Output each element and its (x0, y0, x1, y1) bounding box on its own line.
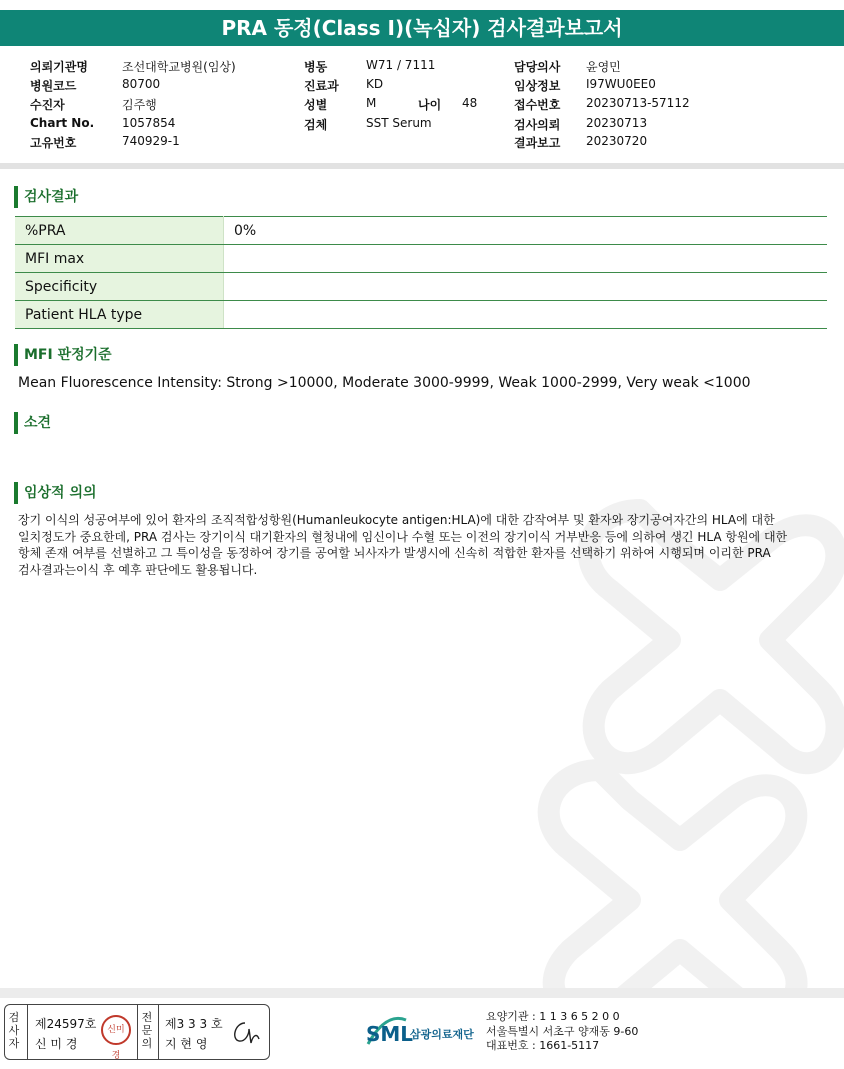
signature-icon (227, 1017, 263, 1047)
request-date-label: 검사의뢰 (514, 118, 561, 132)
tester-name: 신 미 경 (35, 1037, 78, 1051)
unique-no-label: 고유번호 (30, 136, 77, 150)
chart-no-value: 1057854 (122, 116, 176, 130)
tester-license: 제24597호 (35, 1017, 97, 1031)
hospital-code-label: 병원코드 (30, 79, 77, 93)
table-row (15, 273, 827, 301)
result-value (224, 273, 828, 301)
ward-value: W71 / 7111 (366, 58, 436, 72)
clinical-line: 검사결과는이식 후 예후 판단에도 활용됩니다. (18, 562, 258, 577)
department-label: 진료과 (304, 79, 339, 93)
table-row (15, 217, 827, 245)
signature-box (4, 1004, 270, 1060)
clinical-info-value: I97WU0EE0 (586, 77, 656, 91)
divider (158, 1005, 159, 1059)
institution-label: 의뢰기관명 (30, 60, 88, 74)
ward-label: 병동 (304, 60, 328, 74)
org-info (486, 1010, 638, 1054)
report-date-value: 20230720 (586, 134, 648, 148)
tester-seal-icon: 신미경 (101, 1015, 131, 1045)
department-value: KD (366, 77, 384, 91)
results-section-title: 검사결과 (14, 186, 78, 208)
clinical-line: 일치정도가 중요한데, PRA 검사는 장기이식 대기환자의 혈청내에 임신이나 수혈 또는 이전의 장기이식 거부반응 등에 의하여 생긴 HLA 항원에 대한 (18, 529, 788, 544)
tester-label: 검사자 (8, 1011, 20, 1050)
mfi-section-title: MFI 판정기준 (14, 344, 112, 366)
result-key: MFI max (15, 245, 224, 273)
org-name: 삼광의료재단 (410, 1028, 474, 1041)
result-value (224, 245, 828, 273)
receipt-no-value: 20230713-57112 (586, 96, 690, 110)
header-divider (0, 163, 844, 169)
divider (137, 1005, 138, 1059)
sml-logo (366, 1010, 486, 1054)
report-title: PRA 동정(Class I)(녹십자) 검사결과보고서 (0, 10, 844, 46)
request-date-value: 20230713 (586, 116, 648, 130)
clinical-line: 항체 존재 여부를 선별하고 그 특이성을 동정하여 장기를 공여할 뇌사자가 발생시에 신속히 적합한 환자를 선택하기 위하여 시행되며 이리한 PRA (18, 546, 771, 560)
age-value: 48 (462, 96, 478, 110)
specimen-label: 검체 (304, 118, 328, 132)
report-date-label: 결과보고 (514, 136, 561, 150)
result-value: 0% (224, 217, 828, 245)
org-address: 서울특별시 서초구 양재동 9-60 (486, 1024, 639, 1038)
doctor-label: 담당의사 (514, 60, 561, 74)
mfi-criteria-text: Mean Fluorescence Intensity: Strong >10000, Moderate 3000-9999, Weak 1000-2999, Very weak <1000 (18, 375, 751, 391)
results-table (15, 216, 827, 329)
clinical-text (18, 512, 808, 578)
clinical-section-title: 임상적 의의 (14, 482, 97, 504)
specialist-license: 제3 3 3 호 (165, 1017, 223, 1031)
clinical-line: 장기 이식의 성공여부에 있어 환자의 조직적합성항원(Humanleukocyte antigen:HLA)에 대한 감작여부 및 환자와 장기공여자간의 HLA에 대한 (18, 513, 775, 527)
footer-divider (0, 988, 844, 998)
doctor-value: 윤영민 (586, 60, 621, 74)
unique-no-value: 740929-1 (122, 134, 180, 148)
hospital-code-value: 80700 (122, 77, 161, 91)
age-label: 나이 (418, 98, 442, 112)
opinion-section-title: 소견 (14, 412, 51, 434)
org-phone: 대표번호 : 1661-5117 (486, 1039, 600, 1052)
result-value (224, 301, 828, 329)
specimen-value: SST Serum (366, 116, 432, 130)
divider (27, 1005, 28, 1059)
result-key: Specificity (15, 273, 224, 301)
sex-value: M (366, 96, 377, 110)
institution-value: 조선대학교병원(임상) (122, 60, 236, 74)
receipt-no-label: 접수번호 (514, 98, 561, 112)
sml-logo-text: SML (366, 1022, 414, 1046)
result-key: Patient HLA type (15, 301, 224, 329)
specialist-label: 전문의 (141, 1011, 153, 1050)
sex-label: 성별 (304, 98, 328, 112)
specialist-name: 지 현 영 (165, 1037, 208, 1051)
clinical-info-label: 임상정보 (514, 79, 561, 93)
table-row (15, 245, 827, 273)
table-row (15, 301, 827, 329)
examinee-label: 수진자 (30, 98, 65, 112)
care-number: 요양기관 : 1 1 3 6 5 2 0 0 (486, 1010, 620, 1023)
examinee-value: 김주행 (122, 98, 157, 112)
result-key: %PRA (15, 217, 224, 245)
chart-no-label: Chart No. (30, 116, 95, 130)
